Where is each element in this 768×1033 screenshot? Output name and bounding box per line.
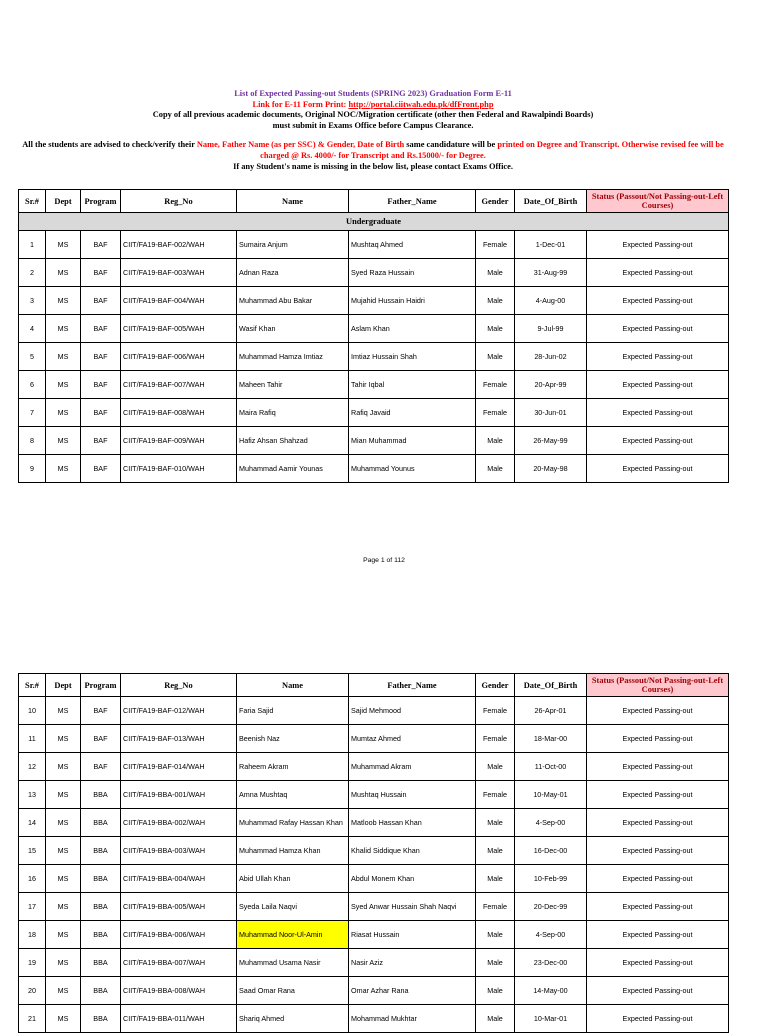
cell-program: BBA [81, 1005, 121, 1033]
cell-gender: Female [476, 697, 515, 725]
cell-reg-no: CIIT/FA19-BAF-009/WAH [121, 427, 237, 455]
cell-program: BBA [81, 837, 121, 865]
cell-reg-no: CIIT/FA19-BBA-008/WAH [121, 977, 237, 1005]
notice-part-b: Name, Father Name (as per SSC) & Gender, Date of Birth [196, 140, 405, 150]
cell-sr: 1 [19, 231, 46, 259]
cell-gender: Male [476, 837, 515, 865]
cell-name: Muhammad Hamza Khan [237, 837, 349, 865]
cell-program: BBA [81, 977, 121, 1005]
cell-name: Amna Mushtaq [237, 781, 349, 809]
cell-father-name: Mushtaq Hussain [349, 781, 476, 809]
col-header-status: Status (Passout/Not Passing-out-Left Courses) [587, 190, 729, 213]
cell-reg-no: CIIT/FA19-BAF-012/WAH [121, 697, 237, 725]
cell-dob: 14-May-00 [515, 977, 587, 1005]
cell-dept: MS [46, 259, 81, 287]
cell-dob: 10-Feb-99 [515, 865, 587, 893]
cell-dept: MS [46, 231, 81, 259]
cell-status: Expected Passing-out [587, 865, 729, 893]
cell-father-name: Imtiaz Hussain Shah [349, 343, 476, 371]
table-row [19, 697, 729, 725]
table-row [19, 753, 729, 781]
cell-name: Syeda Laila Naqvi [237, 893, 349, 921]
cell-dept: MS [46, 1005, 81, 1033]
section-label: Undergraduate [19, 213, 729, 231]
cell-sr: 16 [19, 865, 46, 893]
table-row [19, 1005, 729, 1033]
cell-gender: Male [476, 977, 515, 1005]
cell-program: BAF [81, 725, 121, 753]
cell-dob: 16-Dec-00 [515, 837, 587, 865]
notice-part-d: printed on Degree and Transcript. Otherwise revised fee will be charged @ Rs. 4000/- for Transcript and Rs.15000/- for Degree. [260, 140, 724, 160]
cell-dob: 31-Aug-99 [515, 259, 587, 287]
cell-dept: MS [46, 753, 81, 781]
cell-dob: 18-Mar-00 [515, 725, 587, 753]
table-row [19, 837, 729, 865]
cell-name: Muhammad Hamza Imtiaz [237, 343, 349, 371]
col-header-gender: Gender [476, 674, 515, 697]
cell-reg-no: CIIT/FA19-BBA-003/WAH [121, 837, 237, 865]
cell-father-name: Muhammad Akram [349, 753, 476, 781]
cell-name: Adnan Raza [237, 259, 349, 287]
cell-reg-no: CIIT/FA19-BAF-003/WAH [121, 259, 237, 287]
col-header-father-name: Father_Name [349, 674, 476, 697]
col-header-reg-no: Reg_No [121, 674, 237, 697]
col-header-program: Program [81, 674, 121, 697]
cell-name: Maira Rafiq [237, 399, 349, 427]
cell-status: Expected Passing-out [587, 1005, 729, 1033]
table-header-row [19, 190, 729, 213]
cell-father-name: Muhammad Younus [349, 455, 476, 483]
cell-name: Muhammad Rafay Hassan Khan [237, 809, 349, 837]
cell-program: BBA [81, 949, 121, 977]
cell-dept: MS [46, 809, 81, 837]
table-header-row [19, 674, 729, 697]
cell-status: Expected Passing-out [587, 343, 729, 371]
cell-reg-no: CIIT/FA19-BAF-013/WAH [121, 725, 237, 753]
verification-notice [18, 140, 728, 161]
cell-dept: MS [46, 315, 81, 343]
cell-reg-no: CIIT/FA19-BBA-002/WAH [121, 809, 237, 837]
cell-status: Expected Passing-out [587, 427, 729, 455]
cell-reg-no: CIIT/FA19-BBA-007/WAH [121, 949, 237, 977]
table-row [19, 371, 729, 399]
cell-status: Expected Passing-out [587, 287, 729, 315]
cell-name: Muhammad Aamir Younas [237, 455, 349, 483]
cell-sr: 10 [19, 697, 46, 725]
cell-sr: 18 [19, 921, 46, 949]
cell-reg-no: CIIT/FA19-BAF-004/WAH [121, 287, 237, 315]
col-header-dob: Date_Of_Birth [515, 190, 587, 213]
cell-gender: Male [476, 921, 515, 949]
col-header-sr: Sr.# [19, 674, 46, 697]
cell-dept: MS [46, 949, 81, 977]
cell-dept: MS [46, 343, 81, 371]
cell-status: Expected Passing-out [587, 399, 729, 427]
cell-dept: MS [46, 427, 81, 455]
cell-father-name: Syed Anwar Hussain Shah Naqvi [349, 893, 476, 921]
cell-dob: 28-Jun-02 [515, 343, 587, 371]
cell-name: Muhammad Abu Bakar [237, 287, 349, 315]
cell-reg-no: CIIT/FA19-BBA-001/WAH [121, 781, 237, 809]
cell-program: BAF [81, 371, 121, 399]
table-row [19, 287, 729, 315]
cell-reg-no: CIIT/FA19-BBA-004/WAH [121, 865, 237, 893]
cell-sr: 15 [19, 837, 46, 865]
cell-program: BBA [81, 809, 121, 837]
cell-gender: Male [476, 343, 515, 371]
cell-sr: 17 [19, 893, 46, 921]
list-title: List of Expected Passing-out Students (SPRING 2023) Graduation Form E-11 [234, 89, 512, 98]
cell-dob: 20-Apr-99 [515, 371, 587, 399]
page-number: Page 1 of 112 [363, 557, 405, 564]
cell-reg-no: CIIT/FA19-BAF-005/WAH [121, 315, 237, 343]
cell-gender: Male [476, 259, 515, 287]
table-row [19, 725, 729, 753]
cell-reg-no: CIIT/FA19-BAF-002/WAH [121, 231, 237, 259]
col-header-name: Name [237, 190, 349, 213]
cell-father-name: Rafiq Javaid [349, 399, 476, 427]
cell-father-name: Mujahid Hussain Haidri [349, 287, 476, 315]
cell-dept: MS [46, 455, 81, 483]
missing-name-note: If any Student's name is missing in the below list, please contact Exams Office. [233, 161, 513, 171]
cell-sr: 19 [19, 949, 46, 977]
cell-program: BAF [81, 697, 121, 725]
cell-status: Expected Passing-out [587, 977, 729, 1005]
form-link[interactable]: http://portal.ciitwah.edu.pk/dfFront.php [348, 99, 494, 109]
cell-status: Expected Passing-out [587, 921, 729, 949]
students-table-page1 [18, 189, 729, 483]
cell-sr: 21 [19, 1005, 46, 1033]
cell-status: Expected Passing-out [587, 725, 729, 753]
cell-status: Expected Passing-out [587, 753, 729, 781]
cell-status: Expected Passing-out [587, 371, 729, 399]
col-header-father-name: Father_Name [349, 190, 476, 213]
cell-reg-no: CIIT/FA19-BBA-006/WAH [121, 921, 237, 949]
cell-status: Expected Passing-out [587, 455, 729, 483]
cell-dob: 9-Jul-99 [515, 315, 587, 343]
form-link-line [18, 100, 728, 111]
table-row [19, 809, 729, 837]
cell-dept: MS [46, 399, 81, 427]
cell-program: BAF [81, 455, 121, 483]
cell-name: Raheem Akram [237, 753, 349, 781]
cell-sr: 6 [19, 371, 46, 399]
cell-gender: Male [476, 455, 515, 483]
table-row [19, 977, 729, 1005]
cell-father-name: Nasir Aziz [349, 949, 476, 977]
col-header-sr: Sr.# [19, 190, 46, 213]
cell-sr: 20 [19, 977, 46, 1005]
cell-gender: Male [476, 865, 515, 893]
cell-status: Expected Passing-out [587, 315, 729, 343]
table-row [19, 399, 729, 427]
cell-dob: 10-May-01 [515, 781, 587, 809]
cell-program: BAF [81, 259, 121, 287]
cell-reg-no: CIIT/FA19-BAF-010/WAH [121, 455, 237, 483]
cell-dob: 4-Sep-00 [515, 921, 587, 949]
cell-father-name: Mohammad Mukhtar [349, 1005, 476, 1033]
col-header-dob: Date_Of_Birth [515, 674, 587, 697]
table-row [19, 865, 729, 893]
cell-dept: MS [46, 893, 81, 921]
col-header-status: Status (Passout/Not Passing-out-Left Courses) [587, 674, 729, 697]
cell-sr: 12 [19, 753, 46, 781]
cell-name: Hafiz Ahsan Shahzad [237, 427, 349, 455]
cell-reg-no: CIIT/FA19-BAF-006/WAH [121, 343, 237, 371]
cell-name: Wasif Khan [237, 315, 349, 343]
cell-name: Abid Ullah Khan [237, 865, 349, 893]
cell-gender: Female [476, 893, 515, 921]
documents-note-line1: Copy of all previous academic documents, Original NOC/Migration certificate (other then Federal and Rawalpindi Boards) [152, 110, 594, 120]
cell-dob: 4-Aug-00 [515, 287, 587, 315]
cell-sr: 9 [19, 455, 46, 483]
section-row [19, 213, 729, 231]
cell-sr: 2 [19, 259, 46, 287]
cell-gender: Male [476, 949, 515, 977]
col-header-program: Program [81, 190, 121, 213]
cell-sr: 8 [19, 427, 46, 455]
cell-father-name: Syed Raza Hussain [349, 259, 476, 287]
cell-dob: 30-Jun-01 [515, 399, 587, 427]
col-header-dept: Dept [46, 674, 81, 697]
table-row [19, 259, 729, 287]
cell-reg-no: CIIT/FA19-BAF-008/WAH [121, 399, 237, 427]
cell-father-name: Matloob Hassan Khan [349, 809, 476, 837]
cell-dept: MS [46, 697, 81, 725]
cell-sr: 3 [19, 287, 46, 315]
cell-father-name: Riasat Hussain [349, 921, 476, 949]
table-row [19, 781, 729, 809]
cell-name: Maheen Tahir [237, 371, 349, 399]
cell-gender: Male [476, 753, 515, 781]
cell-dob: 26-May-99 [515, 427, 587, 455]
cell-father-name: Khalid Siddique Khan [349, 837, 476, 865]
table-row [19, 949, 729, 977]
cell-gender: Male [476, 315, 515, 343]
cell-sr: 7 [19, 399, 46, 427]
cell-reg-no: CIIT/FA19-BAF-007/WAH [121, 371, 237, 399]
form-link-label: Link for E-11 Form Print: [252, 99, 349, 109]
cell-program: BAF [81, 399, 121, 427]
cell-father-name: Omar Azhar Rana [349, 977, 476, 1005]
col-header-dept: Dept [46, 190, 81, 213]
cell-status: Expected Passing-out [587, 837, 729, 865]
cell-program: BBA [81, 865, 121, 893]
cell-program: BAF [81, 231, 121, 259]
cell-name: Faria Sajid [237, 697, 349, 725]
cell-dept: MS [46, 865, 81, 893]
cell-program: BAF [81, 343, 121, 371]
cell-program: BAF [81, 427, 121, 455]
cell-sr: 13 [19, 781, 46, 809]
cell-dob: 23-Dec-00 [515, 949, 587, 977]
cell-dob: 20-Dec-99 [515, 893, 587, 921]
notice-part-a: All the students are advised to check/verify their [22, 140, 197, 150]
cell-dept: MS [46, 921, 81, 949]
cell-status: Expected Passing-out [587, 893, 729, 921]
cell-program: BAF [81, 753, 121, 781]
cell-program: BAF [81, 287, 121, 315]
col-header-name: Name [237, 674, 349, 697]
students-table-page2 [18, 673, 729, 1033]
cell-father-name: Aslam Khan [349, 315, 476, 343]
cell-dept: MS [46, 371, 81, 399]
cell-sr: 14 [19, 809, 46, 837]
cell-dob: 1-Dec-01 [515, 231, 587, 259]
col-header-gender: Gender [476, 190, 515, 213]
cell-dept: MS [46, 837, 81, 865]
table-row [19, 343, 729, 371]
cell-dob: 20-May-98 [515, 455, 587, 483]
table-row [19, 893, 729, 921]
col-header-reg-no: Reg_No [121, 190, 237, 213]
cell-dept: MS [46, 287, 81, 315]
cell-status: Expected Passing-out [587, 781, 729, 809]
cell-program: BBA [81, 893, 121, 921]
document-header [18, 89, 728, 172]
cell-name: Shariq Ahmed [237, 1005, 349, 1033]
cell-reg-no: CIIT/FA19-BBA-005/WAH [121, 893, 237, 921]
cell-gender: Male [476, 809, 515, 837]
cell-name: Muhammad Noor-Ul-Amin [237, 921, 349, 949]
table-row [19, 921, 729, 949]
cell-gender: Female [476, 725, 515, 753]
cell-name: Saad Omar Rana [237, 977, 349, 1005]
table-row [19, 427, 729, 455]
cell-dept: MS [46, 781, 81, 809]
cell-father-name: Sajid Mehmood [349, 697, 476, 725]
cell-gender: Male [476, 427, 515, 455]
cell-status: Expected Passing-out [587, 231, 729, 259]
documents-note-line2: must submit in Exams Office before Campus Clearance. [272, 120, 474, 130]
cell-name: Beenish Naz [237, 725, 349, 753]
table-row [19, 231, 729, 259]
cell-reg-no: CIIT/FA19-BAF-014/WAH [121, 753, 237, 781]
cell-dob: 4-Sep-00 [515, 809, 587, 837]
cell-status: Expected Passing-out [587, 259, 729, 287]
cell-gender: Male [476, 1005, 515, 1033]
cell-dob: 26-Apr-01 [515, 697, 587, 725]
cell-father-name: Tahir Iqbal [349, 371, 476, 399]
table-row [19, 315, 729, 343]
cell-sr: 4 [19, 315, 46, 343]
cell-dob: 11-Oct-00 [515, 753, 587, 781]
cell-gender: Female [476, 231, 515, 259]
cell-dept: MS [46, 977, 81, 1005]
cell-dept: MS [46, 725, 81, 753]
cell-gender: Female [476, 371, 515, 399]
cell-status: Expected Passing-out [587, 949, 729, 977]
cell-father-name: Mian Muhammad [349, 427, 476, 455]
cell-sr: 5 [19, 343, 46, 371]
cell-reg-no: CIIT/FA19-BBA-011/WAH [121, 1005, 237, 1033]
cell-program: BBA [81, 781, 121, 809]
cell-program: BBA [81, 921, 121, 949]
cell-status: Expected Passing-out [587, 809, 729, 837]
cell-father-name: Mumtaz Ahmed [349, 725, 476, 753]
table-row [19, 455, 729, 483]
cell-status: Expected Passing-out [587, 697, 729, 725]
cell-gender: Female [476, 781, 515, 809]
cell-gender: Female [476, 399, 515, 427]
cell-name: Muhammad Usama Nasir [237, 949, 349, 977]
cell-sr: 11 [19, 725, 46, 753]
cell-name: Sumaira Anjum [237, 231, 349, 259]
cell-program: BAF [81, 315, 121, 343]
notice-part-c: same candidature will be [404, 140, 498, 150]
cell-father-name: Abdul Monem Khan [349, 865, 476, 893]
cell-gender: Male [476, 287, 515, 315]
cell-dob: 10-Mar-01 [515, 1005, 587, 1033]
cell-father-name: Mushtaq Ahmed [349, 231, 476, 259]
